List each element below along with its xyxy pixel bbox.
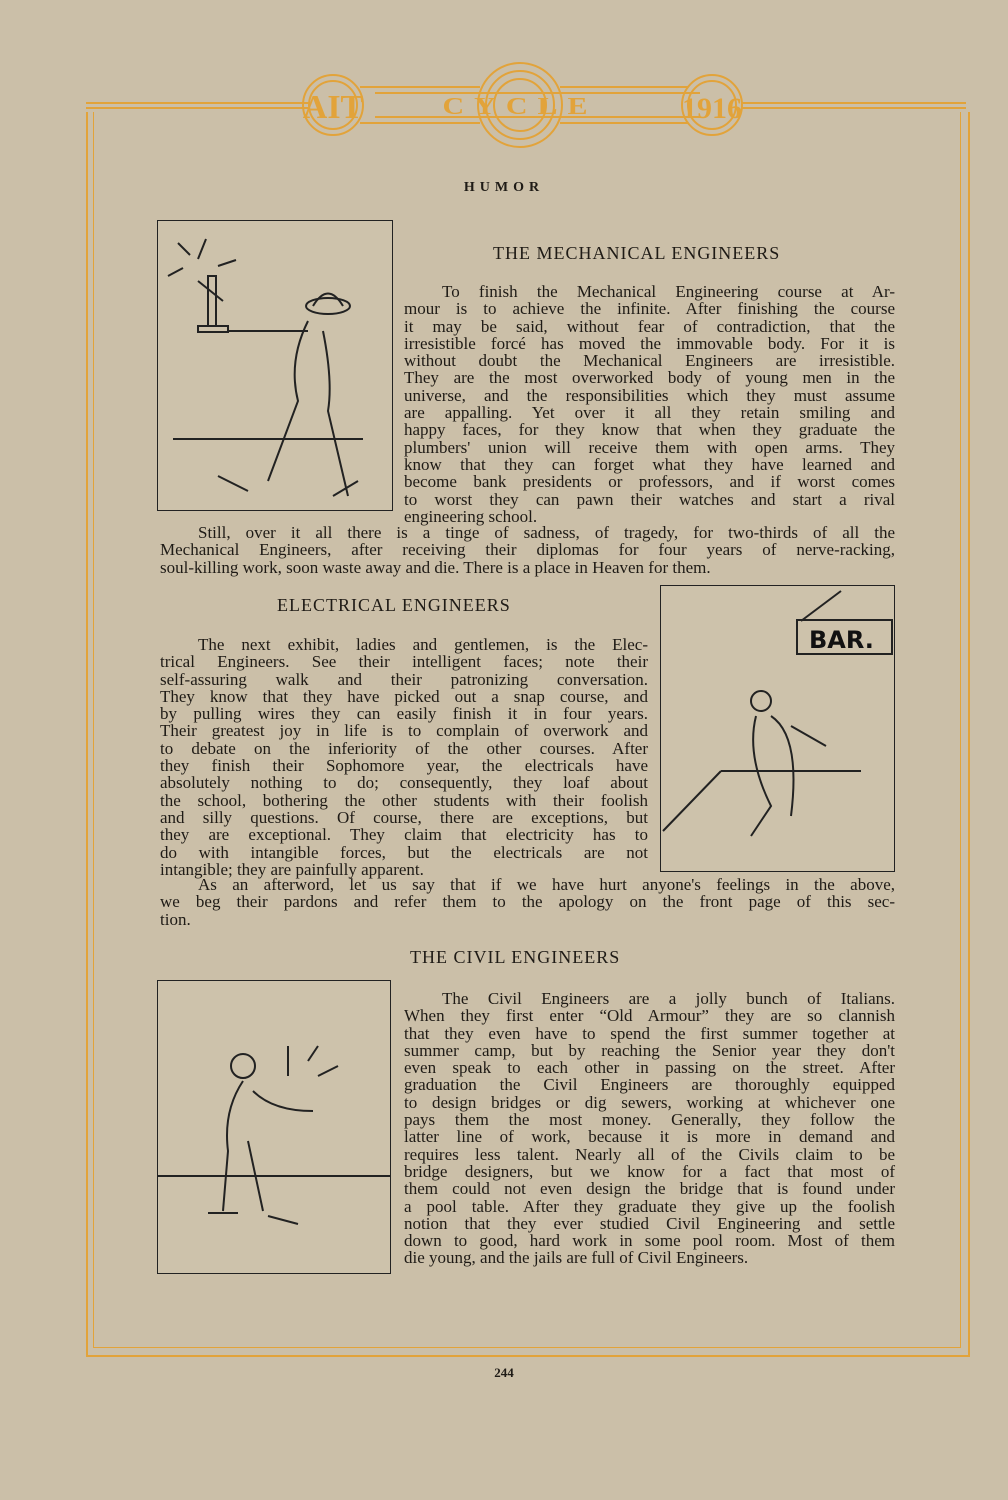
text-line: plumbers' union will receive them with open arms. They [404,437,895,457]
text-line: them could not even design the bridge that is found under [404,1179,895,1199]
text-line: When they first enter “Old Armour” they are so clannish [404,1006,895,1026]
svg-text:1916: 1916 [682,92,742,125]
text-line: down to good, hard work in some pool room. Most of them [404,1231,895,1251]
text-line: absolutely nothing to do; consequently, they loaf about [160,773,648,793]
text-line: trical Engineers. See their intelligent faces; note their [160,652,648,672]
electrical-afterword [160,876,895,928]
text-line: requires less talent. Nearly all of the Civils claim to be [404,1144,895,1164]
text-line: they are exceptional. They claim that electricity has to [160,825,648,845]
text-line: The next exhibit, ladies and gentlemen, is the Elec- [198,635,648,654]
civil-title: THE CIVIL ENGINEERS [410,947,621,967]
text-line: mour is to achieve the infinite. After finishing the course [404,299,895,319]
text-line: engineering school. [404,506,538,526]
text-line: without doubt the Mechanical Engineers are irresistible. [404,351,895,371]
text-line: latter line of work, because it is more in demand and [404,1127,895,1147]
text-line: summer camp, but by reaching the Senior year they don't [404,1040,895,1060]
text-line: to debate on the inferiority of the other courses. After [160,738,648,758]
text-line: Mechanical Engineers, after receiving their diplomas for four years of nerve-racking, [160,540,895,560]
civil-paragraph [404,990,895,1267]
text-line: know that they can forget what they have learned and [404,454,895,474]
text-line: a pool table. After they graduate they give up the foolish [404,1196,895,1216]
svg-text:BAR.: BAR. [809,626,874,654]
text-line: even speak to each other in passing on the street. After [404,1058,895,1078]
page-number: 244 [494,1365,514,1380]
text-line: that they even have to spend the first summer together at [404,1023,895,1043]
mechanical-title: THE MECHANICAL ENGINEERS [493,243,781,263]
electrical-paragraph [160,636,648,878]
text-line: irresistible forcé has moved the immovable body. For it is [404,333,895,353]
text-line: They are the most overworked body of young men in the [404,368,895,388]
mechanical-engineer-illustration [157,220,393,511]
text-line: the school, bothering the other students with their foolish [160,790,648,810]
text-line: soul-killing work, soon waste away and die. There is a place in Heaven for them. [160,557,711,577]
mechanical-paragraph [404,283,895,525]
text-line: intangible; they are painfully apparent. [160,859,424,879]
text-line: they finish their Sophomore year, the electricals have [160,756,648,776]
text-line: become bank presidents or professors, and if worst comes [404,472,895,492]
section-heading: HUMOR [463,180,545,195]
text-line: it may be said, without fear of contradiction, that the [404,316,895,336]
svg-text:CYCLE: CYCLE [442,92,598,120]
text-line: pays them the most money. Generally, they follow the [404,1110,895,1130]
civil-engineer-illustration [157,980,391,1274]
text-line: to worst they can pawn their watches and start a rival [404,489,895,509]
text-line: Still, over it all there is a tinge of sadness, of tragedy, for two-thirds of all the [198,523,895,542]
text-line: are appalling. Yet over it all they retain smiling and [404,403,895,423]
cycle-masthead-logo [0,55,1008,155]
text-line: graduation the Civil Engineers are thoroughly equipped [404,1075,895,1095]
text-line: universe, and the responsibilities which they must assume [404,385,895,405]
text-line: The Civil Engineers are a jolly bunch of Italians. [442,989,895,1008]
text-line: Their greatest joy in life is to complain of overwork and [160,721,648,741]
text-line: self-assuring walk and their patronizing conversation. [160,669,648,689]
text-line: happy faces, for they know that when they graduate the [404,420,895,440]
text-line: To finish the Mechanical Engineering course at Ar- [442,282,895,301]
text-line: tion. [160,909,191,929]
svg-text:AIT: AIT [302,89,364,126]
text-line: by pulling wires they can easily finish it in four years. [160,704,648,724]
electrical-engineer-illustration [660,585,895,872]
text-line: do with intangible forces, but the electricals are not [160,842,648,862]
text-line: to design bridges or dig sewers, working at whichever one [404,1092,895,1112]
text-line: notion that they ever studied Civil Engineering and settle [404,1213,895,1233]
text-line: bridge designers, but we know for a fact that most of [404,1161,895,1181]
electrical-title: ELECTRICAL ENGINEERS [277,595,511,615]
text-line: They know that they have picked out a snap course, and [160,686,648,706]
text-line: As an afterword, let us say that if we have hurt anyone's feelings in the above, [198,875,895,894]
text-line: we beg their pardons and refer them to the apology on the front page of this sec- [160,892,895,912]
mechanical-paragraph-continued [160,524,895,576]
text-line: and silly questions. Of course, there are exceptions, but [160,807,648,827]
text-line: die young, and the jails are full of Civil Engineers. [404,1248,749,1268]
